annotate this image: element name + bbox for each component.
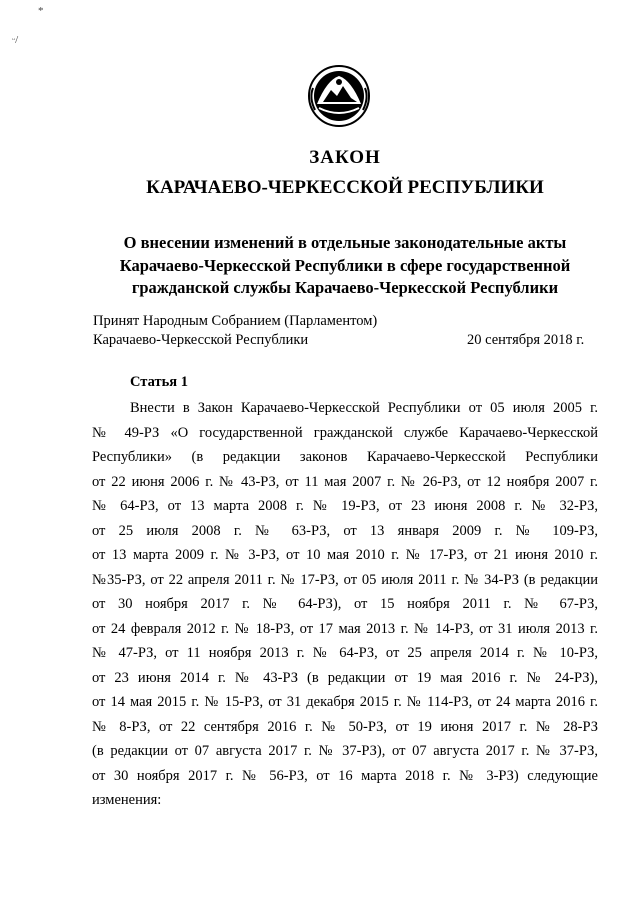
article-line: (в редакции от 07 августа 2017 г. № 37-РЗ), от 07 августа 2017 г. № 37-РЗ, bbox=[92, 743, 598, 759]
article-line: № 8-РЗ, от 22 сентября 2016 г. № 50-РЗ, от 19 июня 2017 г. № 28-РЗ bbox=[92, 718, 598, 735]
article-heading: Статья 1 bbox=[130, 374, 188, 390]
article-line: Республики» (в редакции законов Карачаево-Черкесской Республики bbox=[92, 449, 598, 465]
scan-artifact-mark: ᵕ/ bbox=[12, 34, 19, 46]
law-title-line1: ЗАКОН bbox=[309, 147, 381, 168]
article-line: от 30 ноября 2017 г. № 64-РЗ), от 15 ноября 2011 г. № 67-РЗ, bbox=[92, 596, 598, 612]
article-line: от 13 марта 2009 г. № 3-РЗ, от 10 мая 2010 г. № 17-РЗ, от 21 июня 2010 г. bbox=[92, 547, 598, 563]
article-line: № 49-РЗ «О государственной гражданской службе Карачаево-Черкесской bbox=[92, 424, 598, 441]
adoption-date: 20 сентября 2018 г. bbox=[467, 332, 585, 348]
adoption-body-line1: Принят Народным Собранием (Парламентом) bbox=[93, 313, 378, 329]
law-subject-line: Карачаево-Черкесской Республики в сфере государственной bbox=[119, 255, 571, 275]
law-title-line2: КАРАЧАЕВО-ЧЕРКЕССКОЙ РЕСПУБЛИКИ bbox=[146, 177, 544, 198]
law-subject-line: гражданской службы Карачаево-Черкесской Республики bbox=[131, 278, 559, 297]
law-subject-line: О внесении изменений в отдельные законодательные акты bbox=[123, 233, 567, 252]
law-title bbox=[0, 143, 636, 203]
article-line: изменения: bbox=[92, 792, 162, 808]
article-line: от 23 июня 2014 г. № 43-РЗ (в редакции от 19 мая 2016 г. № 24-РЗ), bbox=[92, 669, 598, 686]
article-line: от 14 мая 2015 г. № 15-РЗ, от 31 декабря 2015 г. № 114-РЗ, от 24 марта 2016 г. bbox=[92, 694, 598, 710]
adoption-body-line2: Карачаево-Черкесской Республики bbox=[93, 332, 309, 348]
adoption-info bbox=[93, 312, 377, 350]
article-line: от 25 июля 2008 г. № 63-РЗ, от 13 января 2009 г. № 109-РЗ, bbox=[92, 522, 598, 539]
coat-of-arms-icon bbox=[307, 64, 371, 128]
article-line: Внести в Закон Карачаево-Черкесской Республики от 05 июля 2005 г. bbox=[130, 400, 598, 416]
scan-artifact-mark: * bbox=[38, 5, 44, 17]
article-line: № 64-РЗ, от 13 марта 2008 г. № 19-РЗ, от 23 июня 2008 г. № 32-РЗ, bbox=[92, 498, 598, 514]
article-body bbox=[92, 396, 598, 813]
article-line: № 47-РЗ, от 11 ноября 2013 г. № 64-РЗ, от 25 апреля 2014 г. № 10-РЗ, bbox=[92, 645, 598, 661]
article-line: от 24 февраля 2012 г. № 18-РЗ, от 17 мая 2013 г. № 14-РЗ, от 31 июля 2013 г. bbox=[92, 620, 598, 637]
article-line: №35-РЗ, от 22 апреля 2011 г. № 17-РЗ, от 05 июля 2011 г. № 34-РЗ (в редакции bbox=[92, 571, 598, 588]
article-line: от 22 июня 2006 г. № 43-РЗ, от 11 мая 2007 г. № 26-РЗ, от 12 ноября 2007 г. bbox=[92, 473, 598, 490]
law-subject bbox=[60, 232, 630, 300]
article-line: от 30 ноября 2017 г. № 56-РЗ, от 16 марта 2018 г. № 3-РЗ) следующие bbox=[92, 767, 598, 784]
